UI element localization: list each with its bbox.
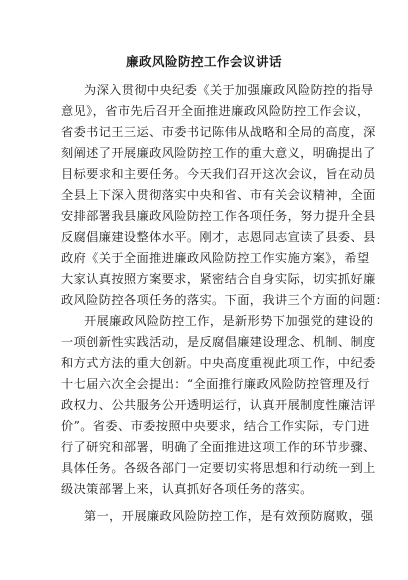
paragraph-1-line-11: 政风险防控各项任务的落实。下面，我讲三个方面的问题： (61, 293, 389, 307)
paragraph-1-line-4: 刻阐述了开展廉政风险防控工作的重大意义，明确提出了 (61, 146, 376, 160)
paragraph-1-line-3: 省委书记王三运、市委书记陈伟从战略和全局的高度，深 (61, 125, 376, 139)
paragraph-2-line-6: 价”。省委、市委按照中央要求，结合工作实际，专门进 (61, 419, 370, 433)
paragraph-1-line-8: 反腐倡廉建设整体水平。刚才，志恩同志宣读了县委、县 (61, 230, 376, 244)
paragraph-3-line-1: 第一，开展廉政风险防控工作，是有效预防腐败，强 (84, 509, 374, 523)
paragraph-1-line-1: 为深入贯彻中央纪委《关于加强廉政风险防控的指导 (84, 83, 374, 97)
paragraph-2-line-9: 级决策部署上来，认真抓好各项任务的落实。 (61, 482, 313, 496)
paragraph-1-line-9: 政府《关于全面推进廉政风险防控工作实施方案》，希望 (61, 251, 370, 265)
document-title: 廉政风险防控工作会议讲话 (125, 54, 282, 69)
paragraph-2-line-7: 行了研究和部署，明确了全面推进这项工作的环节步骤、 (61, 440, 376, 454)
paragraph-1-line-10: 大家认真按照方案要求，紧密结合自身实际，切实抓好廉 (61, 272, 376, 286)
paragraph-1-line-5: 目标要求和主要任务。今天我们召开这次会议，旨在动员 (61, 167, 376, 181)
paragraph-2-line-2: 一项创新性实践活动，是反腐倡廉建设理念、机制、制度 (61, 335, 376, 349)
paragraph-2-line-4: 十七届六次全会提出：“全面推行廉政风险防控管理及行 (61, 377, 370, 391)
paragraph-2-line-8: 具体任务。各级各部门一定要切实将思想和行动统一到上 (61, 461, 376, 475)
paragraph-1-line-2: 意见》，省市先后召开全面推进廉政风险防控工作会议， (61, 104, 370, 118)
paragraph-1-line-6: 全县上下深入贯彻落实中央和省、市有关会议精神，全面 (61, 188, 376, 202)
paragraph-1-line-7: 安排部署我县廉政风险防控工作各项任务，努力提升全县 (61, 209, 376, 223)
paragraph-2-line-1: 开展廉政风险防控工作，是新形势下加强党的建设的 (84, 314, 374, 328)
paragraph-2-line-3: 和方式方法的重大创新。中央高度重视此项工作，中纪委 (61, 356, 376, 370)
paragraph-2-line-5: 政权力、公共服务公开透明运行，认真开展制度性廉洁评 (61, 398, 376, 412)
